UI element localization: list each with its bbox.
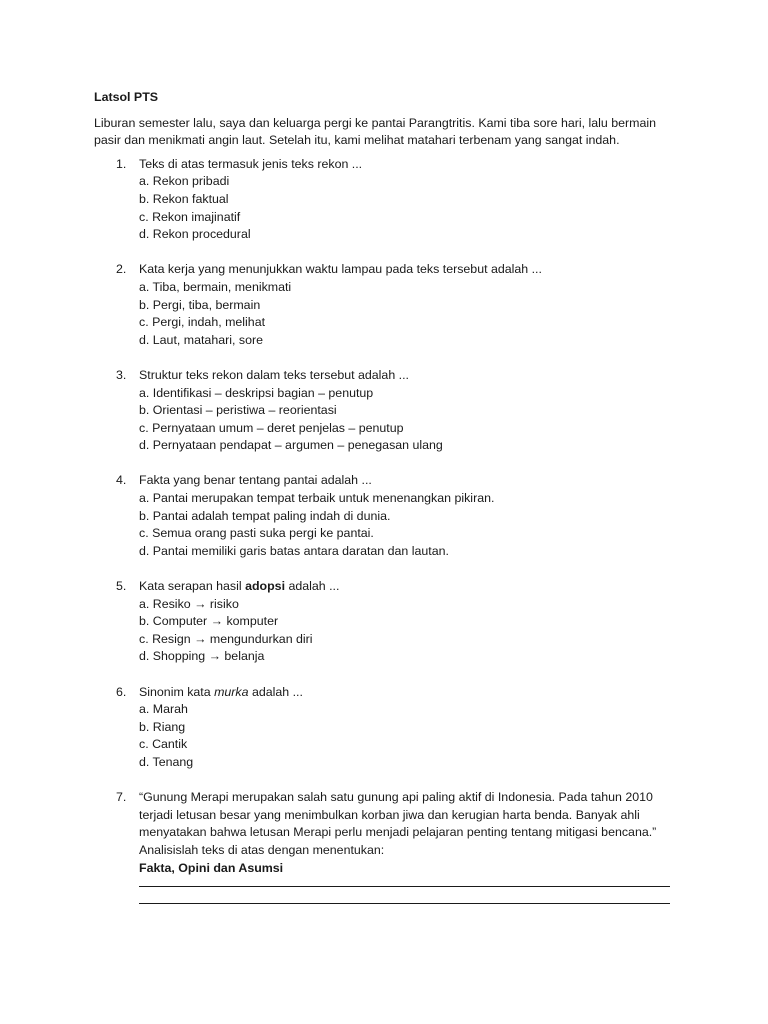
option-d: d. Rekon procedural — [139, 227, 251, 242]
answer-line[interactable] — [139, 886, 670, 887]
question-number: 6. — [116, 684, 127, 699]
question-number: 4. — [116, 473, 127, 488]
question-3 — [94, 367, 684, 455]
question-text — [139, 684, 684, 702]
document-page — [94, 89, 684, 922]
question-5 — [94, 578, 684, 666]
question-1 — [94, 156, 684, 244]
option-a: a. Tiba, bermain, menikmati — [139, 279, 292, 294]
option-b: b. Pantai adalah tempat paling indah di dunia. — [139, 508, 391, 523]
question-text: “Gunung Merapi merupakan salah satu gunung api paling aktif di Indonesia. Pada tahun 2010 terjadi letusan besar yang menimbulkan korban jiwa dan kerugian harta benda. Banyak ahli menyatakan bahwa letusan Merapi perlu menjadi pelajaran penting tentang mitigasi bencana.” — [139, 790, 657, 840]
option-c: c. Pergi, indah, melihat — [139, 315, 266, 330]
option-c: c. Rekon imajinatif — [139, 209, 241, 224]
option-c: c. Semua orang pasti suka pergi ke pantai. — [139, 526, 374, 541]
question-instruction: Analisislah teks di atas dengan menentukan: — [139, 842, 385, 857]
question-number: 5. — [116, 579, 127, 594]
question-text-end: adalah ... — [285, 579, 340, 594]
question-list — [94, 156, 684, 904]
option-c: c. Pernyataan umum – deret penjelas – penutup — [139, 420, 404, 435]
question-number: 3. — [116, 367, 127, 382]
option-b: b. Pergi, tiba, bermain — [139, 297, 261, 312]
question-4 — [94, 472, 684, 560]
option-a: a. Resiko → risiko — [139, 596, 239, 611]
option-d: d. Shopping → belanja — [139, 649, 265, 664]
question-number: 1. — [116, 156, 127, 171]
question-text-end: adalah ... — [248, 684, 303, 699]
instruction-bold-text: Fakta, Opini dan Asumsi — [139, 860, 284, 875]
question-6 — [94, 684, 684, 772]
option-b: b. Rekon faktual — [139, 191, 229, 206]
question-text-start: Sinonim kata — [139, 684, 215, 699]
option-a: a. Pantai merupakan tempat terbaik untuk menenangkan pikiran. — [139, 491, 495, 506]
question-7 — [94, 789, 684, 904]
emphasis-word: adopsi — [245, 579, 286, 594]
option-d: d. Pantai memiliki garis batas antara daratan dan lautan. — [139, 543, 449, 558]
option-b: b. Riang — [139, 719, 186, 734]
option-a: a. Identifikasi – deskripsi bagian – penutup — [139, 385, 374, 400]
option-a: a. Marah — [139, 702, 188, 717]
question-text — [139, 578, 684, 596]
question-number: 2. — [116, 262, 127, 277]
option-d: d. Pernyataan pendapat – argumen – penegasan ulang — [139, 438, 443, 453]
option-d: d. Tenang — [139, 754, 194, 769]
intro-paragraph: Liburan semester lalu, saya dan keluarga pergi ke pantai Parangtritis. Kami tiba sore hari, lalu bermain pasir dan menikmati angin laut. Setelah itu, kami melihat matahari terbenam yang sangat indah. — [94, 115, 657, 148]
option-d: d. Laut, matahari, sore — [139, 332, 263, 347]
question-text: Teks di atas termasuk jenis teks rekon ... — [139, 156, 363, 171]
question-number: 7. — [116, 790, 127, 805]
document-title: Latsol PTS — [94, 90, 159, 104]
question-text: Kata kerja yang menunjukkan waktu lampau pada teks tersebut adalah ... — [139, 262, 542, 277]
option-c: c. Resign → mengundurkan diri — [139, 631, 313, 646]
option-b: b. Orientasi – peristiwa – reorientasi — [139, 403, 337, 418]
option-c: c. Cantik — [139, 737, 188, 752]
question-text-start: Kata serapan hasil — [139, 579, 246, 594]
emphasis-word: murka — [214, 684, 249, 699]
question-2 — [94, 261, 684, 349]
question-text: Fakta yang benar tentang pantai adalah ... — [139, 473, 372, 488]
answer-line[interactable] — [139, 903, 670, 904]
option-a: a. Rekon pribadi — [139, 174, 230, 189]
question-text: Struktur teks rekon dalam teks tersebut adalah ... — [139, 367, 409, 382]
option-b: b. Computer → komputer — [139, 614, 279, 629]
question-instruction-bold — [139, 860, 684, 878]
